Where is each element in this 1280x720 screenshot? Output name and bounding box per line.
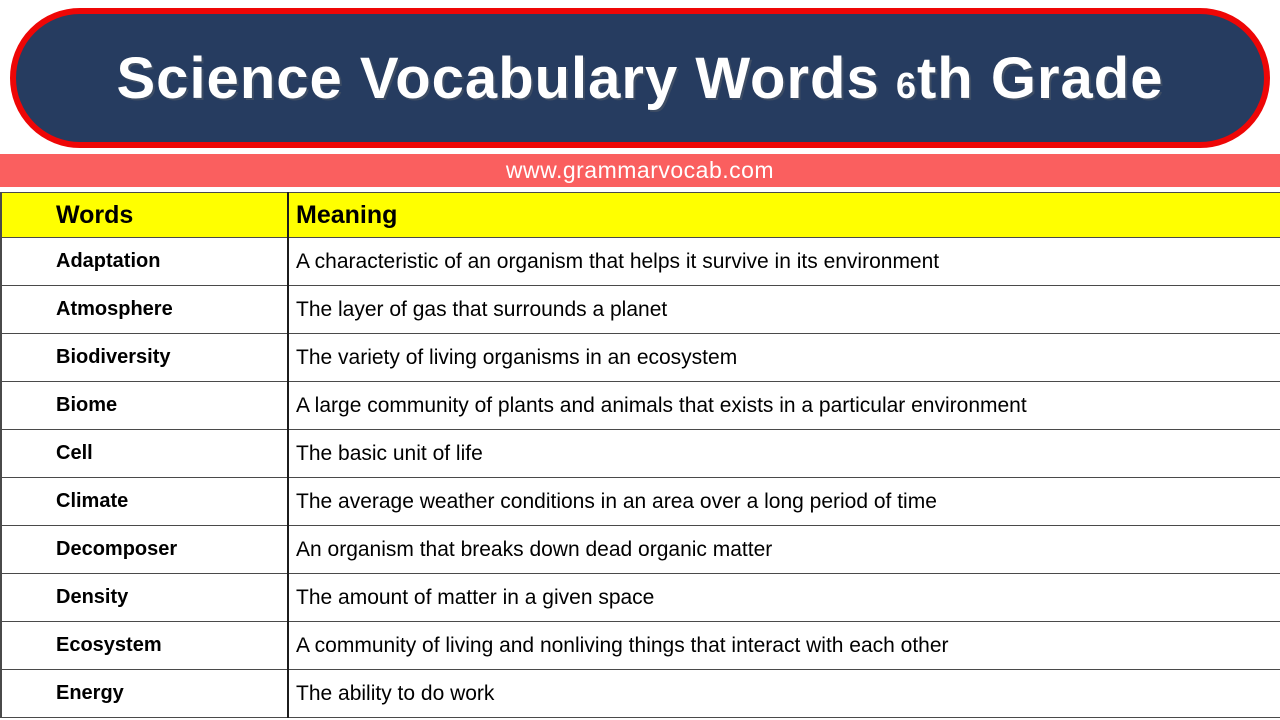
table-body [1, 238, 1280, 718]
table-row [1, 526, 1280, 574]
vocab-meaning: An organism that breaks down dead organic matter [288, 526, 1280, 574]
grade-suffix: th Grade [916, 45, 1164, 111]
title-banner [10, 8, 1270, 148]
vocab-word: Decomposer [1, 526, 288, 574]
vocab-meaning: A characteristic of an organism that helps it survive in its environment [288, 238, 1280, 286]
table-row [1, 382, 1280, 430]
vocab-meaning: A large community of plants and animals that exists in a particular environment [288, 382, 1280, 430]
table-row [1, 430, 1280, 478]
vocab-meaning: The variety of living organisms in an ecosystem [288, 334, 1280, 382]
vocab-word: Energy [1, 670, 288, 718]
vocab-word: Biodiversity [1, 334, 288, 382]
page-title [117, 45, 1164, 112]
website-url: www.grammarvocab.com [505, 157, 775, 183]
title-grade [896, 46, 1164, 111]
vocab-meaning: The amount of matter in a given space [288, 574, 1280, 622]
vocab-meaning: The basic unit of life [288, 430, 1280, 478]
vocab-meaning: A community of living and nonliving things that interact with each other [288, 622, 1280, 670]
vocab-word: Density [1, 574, 288, 622]
vocab-word: Ecosystem [1, 622, 288, 670]
table-row [1, 622, 1280, 670]
grade-number: 6 [895, 64, 917, 106]
table-row [1, 286, 1280, 334]
header-row [1, 193, 1280, 238]
vocab-word: Cell [1, 430, 288, 478]
vocab-word: Biome [1, 382, 288, 430]
table-header [1, 193, 1280, 238]
table-row [1, 334, 1280, 382]
vocab-meaning: The ability to do work [288, 670, 1280, 718]
vocab-word: Adaptation [1, 238, 288, 286]
website-strip [0, 154, 1280, 187]
vocab-meaning: The average weather conditions in an area over a long period of time [288, 478, 1280, 526]
vocab-word: Climate [1, 478, 288, 526]
vocab-table [0, 192, 1280, 718]
words-column-header: Words [1, 193, 288, 238]
vocab-meaning: The layer of gas that surrounds a planet [288, 286, 1280, 334]
table-row [1, 238, 1280, 286]
vocab-word: Atmosphere [1, 286, 288, 334]
table-row [1, 670, 1280, 718]
title-text: Science Vocabulary Words [116, 45, 880, 111]
table-row [1, 574, 1280, 622]
table-row [1, 478, 1280, 526]
meaning-column-header: Meaning [288, 193, 1280, 238]
